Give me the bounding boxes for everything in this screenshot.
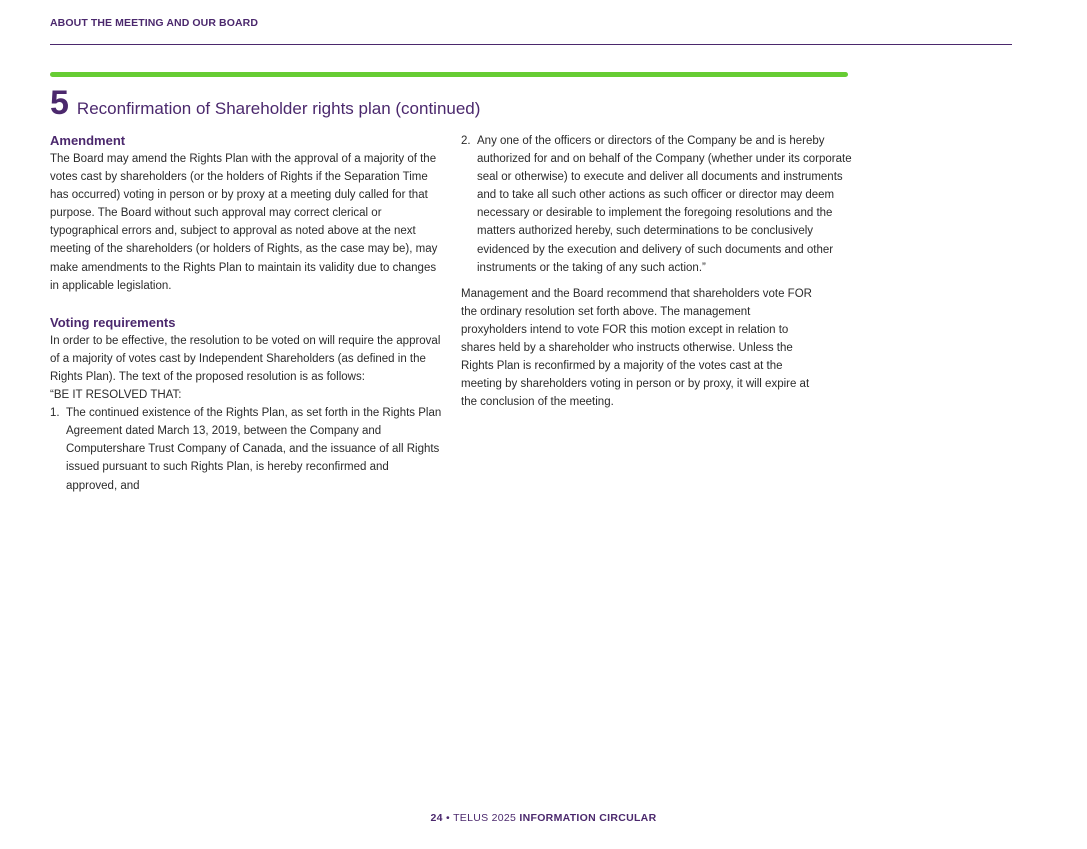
amendment-body: The Board may amend the Rights Plan with the approval of a majority of the votes cast by shareholders (or the holders of Rights if the Separation Time has occurred) voting in person or by proxy at a meeting duly called for that purpose. The Board without such approval may correct clerical or typographical errors and, subject to approval as noted above at the next meeting of the shareholders (or holders of Rights, as the case may be), may make amendments to the Rights Plan to maintain its validity due to changes in applicable legislation. — [50, 153, 438, 292]
footer-bullet: • — [446, 812, 451, 824]
resolution-item-1-text: The continued existence of the Rights Plan, as set forth in the Rights Plan Agreement dated March 13, 2019, between the Company and Computershare Trust Company of Canada, and the issuance of all Rights issued pursuant to such Rights Plan, is hereby reconfirmed and approved, and — [66, 407, 442, 492]
page-number: 24 — [430, 812, 443, 824]
left-column — [50, 132, 442, 495]
resolution-item-2 — [461, 132, 853, 277]
board-recommendation: Management and the Board recommend that shareholders vote FOR the ordinary resolution set forth above. The management proxyholders intend to vote FOR this motion except in relation to shares held by a shareholder who instructs otherwise. Unless the Rights Plan is reconfirmed by a majority of the votes cast at the meeting by shareholders voting in person or by proxy, it will expire at the conclusion of the meeting. — [461, 287, 812, 409]
section-number: 5 — [50, 84, 69, 122]
voting-requirements-heading: Voting requirements — [50, 314, 176, 330]
header-section-label: ABOUT THE MEETING AND OUR BOARD — [50, 17, 259, 29]
resolution-item-1 — [50, 404, 442, 494]
resolution-item-2-number: 2. — [461, 135, 471, 147]
resolution-item-2-text: Any one of the officers or directors of the Company be and is hereby authorized for and on behalf of the Company (whether under its corporate seal or otherwise) to execute and deliver all documents and instruments and to take all such other actions as such officer or director may deem necessary or desirable to implement the foregoing resolutions and the matters authorized hereby, such determinations to be conclusively evidenced by the execution and delivery of such documents and other instruments or the taking of any such action.” — [477, 135, 852, 274]
amendment-heading: Amendment — [50, 133, 126, 148]
resolution-opening: “BE IT RESOLVED THAT: — [50, 389, 182, 402]
section-title — [50, 84, 480, 122]
resolution-item-1-number: 1. — [50, 407, 60, 420]
section-heading: Reconfirmation of Shareholder rights plan (continued) — [76, 99, 481, 118]
footer-company-year: TELUS 2025 — [453, 812, 517, 824]
right-column — [461, 132, 853, 411]
header-divider — [50, 44, 1012, 45]
voting-requirements-body: In order to be effective, the resolution to be voted on will require the approval of a majority of votes cast by Independent Shareholders (as defined in the Rights Plan). The text of the proposed resolution is as follows: — [50, 334, 441, 383]
footer-document-name: INFORMATION CIRCULAR — [519, 812, 657, 824]
page-footer — [0, 812, 1087, 824]
section-accent-bar — [50, 72, 848, 77]
